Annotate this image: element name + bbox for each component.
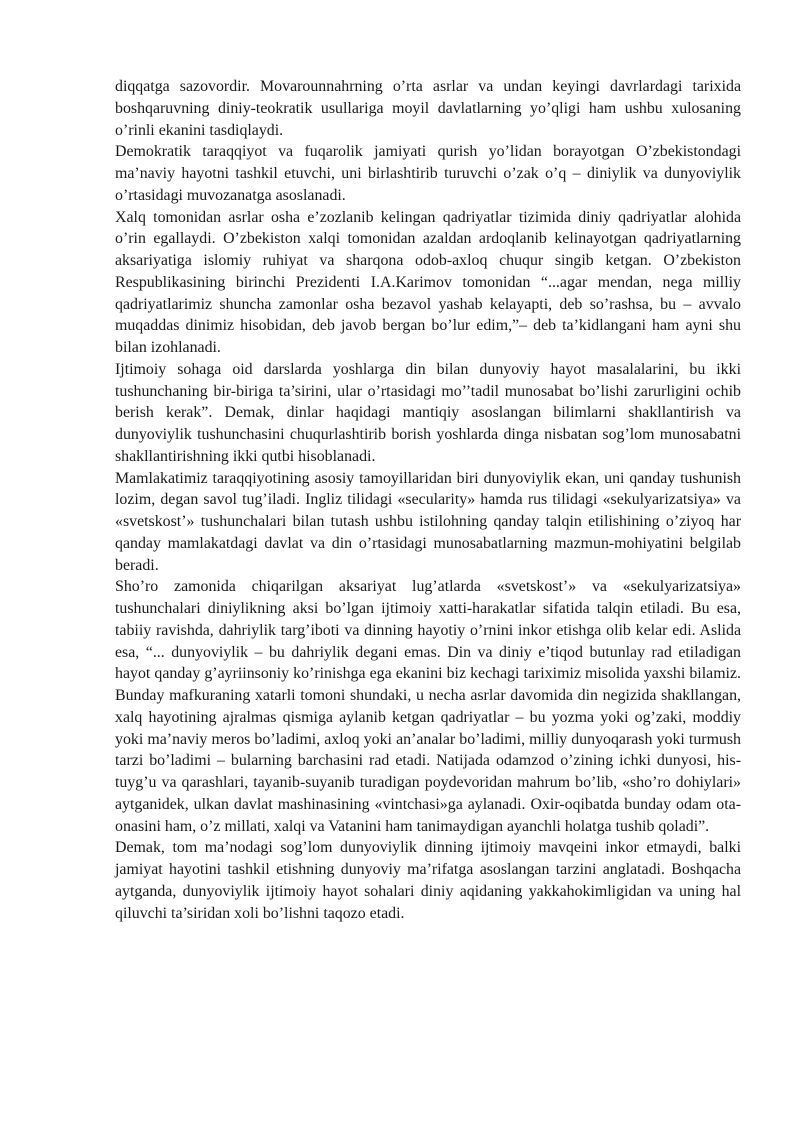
- paragraph: Demokratik taraqqiyot va fuqarolik jamiyati qurish yo’lidan borayotgan O’zbekistondagi ma’naviy hayotni tashkil etuvchi, uni birlashtirib turuvchi o’zak o’q – diniylik va dunyoviylik o’rtasidagi muvozanatga asoslanadi.: [115, 143, 741, 204]
- paragraph: Ijtimoiy sohaga oid darslarda yoshlarga din bilan dunyoviy hayot masalalarini, bu ikki tushunchaning bir-biriga ta’sirini, ular o’rtasidagi mo’’tadil munosabat bo’lishi zarurligini ochib berish kerak”. Demak, dinlar haqidagi mantiqiy asoslangan bilimlarni shakllantirish va dunyoviylik tushunchasini chuqurlashtirib borish yoshlarda dinga nisbatan sog’lom munosabatni shakllantirishning ikki qutbi hisoblanadi.: [115, 360, 741, 465]
- paragraph: Demak, tom ma’nodagi sog’lom dunyoviylik dinning ijtimoiy mavqeini inkor etmaydi, balki jamiyat hayotini tashkil etishning dunyoviy ma’rifatga asoslangan tarzini anglatadi. Boshqacha aytganda, dunyoviylik ijtimoiy hayot sohalari diniy aqidaning yakkahokimligidan va uning hal qiluvchi ta’siridan xoli bo’lishni taqozo etadi.: [115, 839, 741, 922]
- document-page: [115, 76, 741, 924]
- paragraph: Mamlakatimiz taraqqiyotining asosiy tamoyillaridan biri dunyoviylik ekan, uni qanday tushunish lozim, degan savol tug’iladi. Ingliz tilidagi «secularity» hamda rus tilidagi «sekulyarizatsiya» va «svetskost’» tushunchalari bilan tutash ushbu istilohning qanday talqin etilishining o’ziyoq har qanday mamlakatdagi davlat va din o’rtasidagi munosabatlarning mazmun-mohiyatini belgilab beradi.: [115, 469, 741, 574]
- paragraph: Sho’ro zamonida chiqarilgan aksariyat lug’atlarda «svetskost’» va «sekulyarizatsiya» tushunchalari diniylikning aksi bo’lgan ijtimoiy xatti-harakatlar sifatida talqin etiladi. Bu esa, tabiiy ravishda, dahriylik targ’iboti va dinning hayotiy o’rnini inkor etishga olib kelar edi. Aslida esa, “... dunyoviylik – bu dahriylik degani emas. Din va diniy e’tiqod butunlay rad etiladigan hayot qanday g’ayriinsoniy ko’rinishga ega ekanini biz kechagi tariximiz misolida yaxshi bilamiz. Bunday mafkuraning xatarli tomoni shundaki, u necha asrlar davomida din negizida shakllangan, xalq hayotining ajralmas qismiga aylanib ketgan qadriyatlar – bu yozma yoki og’zaki, moddiy yoki ma’naviy meros bo’ladimi, axloq yoki an’analar bo’ladimi, milliy dunyoqarash yoki turmush tarzi bo’ladimi – bularning barchasini rad etadi. Natijada odamzod o’zining ichki dunyosi, his-tuyg’u va qarashlari, tayanib-suyanib turadigan poydevoridan mahrum bo’lib, «sho’ro dohiylari» aytganidek, ulkan davlat mashinasining «vintchasi»ga aylanadi. Oxir-oqibatda bunday odam ota-onasini ham, o’z millati, xalqi va Vatanini ham tanimaydigan ayanchli holatga tushib qoladi”.: [115, 578, 741, 835]
- paragraph: Xalq tomonidan asrlar osha e’zozlanib kelingan qadriyatlar tizimida diniy qadriyatlar alohida o’rin egallaydi. O’zbekiston xalqi tomonidan azaldan ardoqlanib kelinayotgan qadriyatlarning aksariyatiga islomiy ruhiyat va sharqona odob-axloq chuqur singib ketgan. O’zbekiston Respublikasining birinchi Prezidenti I.A.Karimov tomonidan “...agar mendan, nega milliy qadriyatlarimiz shuncha zamonlar osha bezavol yashab kelayapti, deb so’rashsa, bu – avvalo muqaddas dinimiz hisobidan, deb javob bergan bo’lur edim,”– deb ta’kidlangani ham ayni shu bilan izohlanadi.: [115, 208, 741, 356]
- paragraph: diqqatga sazovordir. Movarounnahrning o’rta asrlar va undan keyingi davrlardagi tarixida boshqaruvning diniy-teokratik usullariga moyil davlatlarning yo’qligi ham ushbu xulosaning o’rinli ekanini tasdiqlaydi.: [115, 78, 741, 139]
